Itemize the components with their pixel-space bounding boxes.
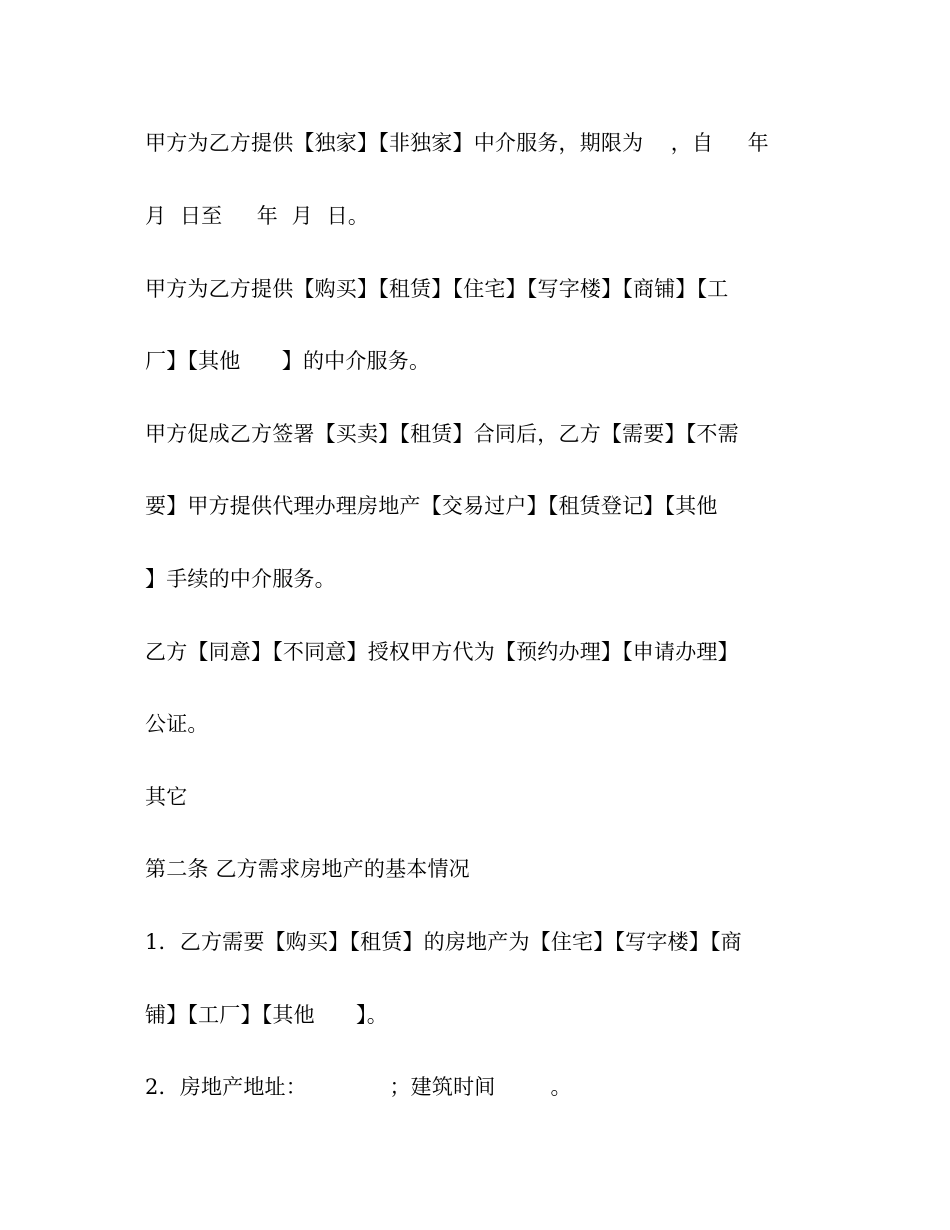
clause-transfer-agency-line-2: 要】甲方提供代理办理房地产【交易过户】【租赁登记】【其他: [145, 494, 718, 518]
clause-exclusive-service-line-1: 甲方为乙方提供【独家】【非独家】中介服务，期限为 ，自 年: [145, 131, 769, 155]
clause-transfer-agency-line-1: 甲方促成乙方签署【买卖】【租赁】合同后，乙方【需要】【不需: [145, 422, 739, 446]
item-2-address-line: 2．房地产地址： ；建筑时间 。: [145, 1075, 572, 1099]
clause-service-type-line-2: 厂】【其他 】的中介服务。: [145, 349, 431, 373]
article-two-heading: 第二条 乙方需求房地产的基本情况: [145, 857, 470, 881]
clause-notarization-line-2: 公证。: [145, 712, 209, 736]
clause-exclusive-service-line-2: 月 日至 年 月 日。: [145, 204, 370, 228]
item-1-line-1: 1．乙方需要【购买】【租赁】的房地产为【住宅】【写字楼】【商: [145, 930, 742, 954]
item-1-line-2: 铺】【工厂】【其他 】。: [145, 1003, 388, 1027]
clause-service-type-line-1: 甲方为乙方提供【购买】【租赁】【住宅】【写字楼】【商铺】【工: [145, 277, 729, 301]
clause-other: 其它: [145, 785, 188, 809]
clause-notarization-line-1: 乙方【同意】【不同意】授权甲方代为【预约办理】【申请办理】: [145, 640, 739, 664]
clause-transfer-agency-line-3: 】手续的中介服务。: [145, 567, 336, 591]
